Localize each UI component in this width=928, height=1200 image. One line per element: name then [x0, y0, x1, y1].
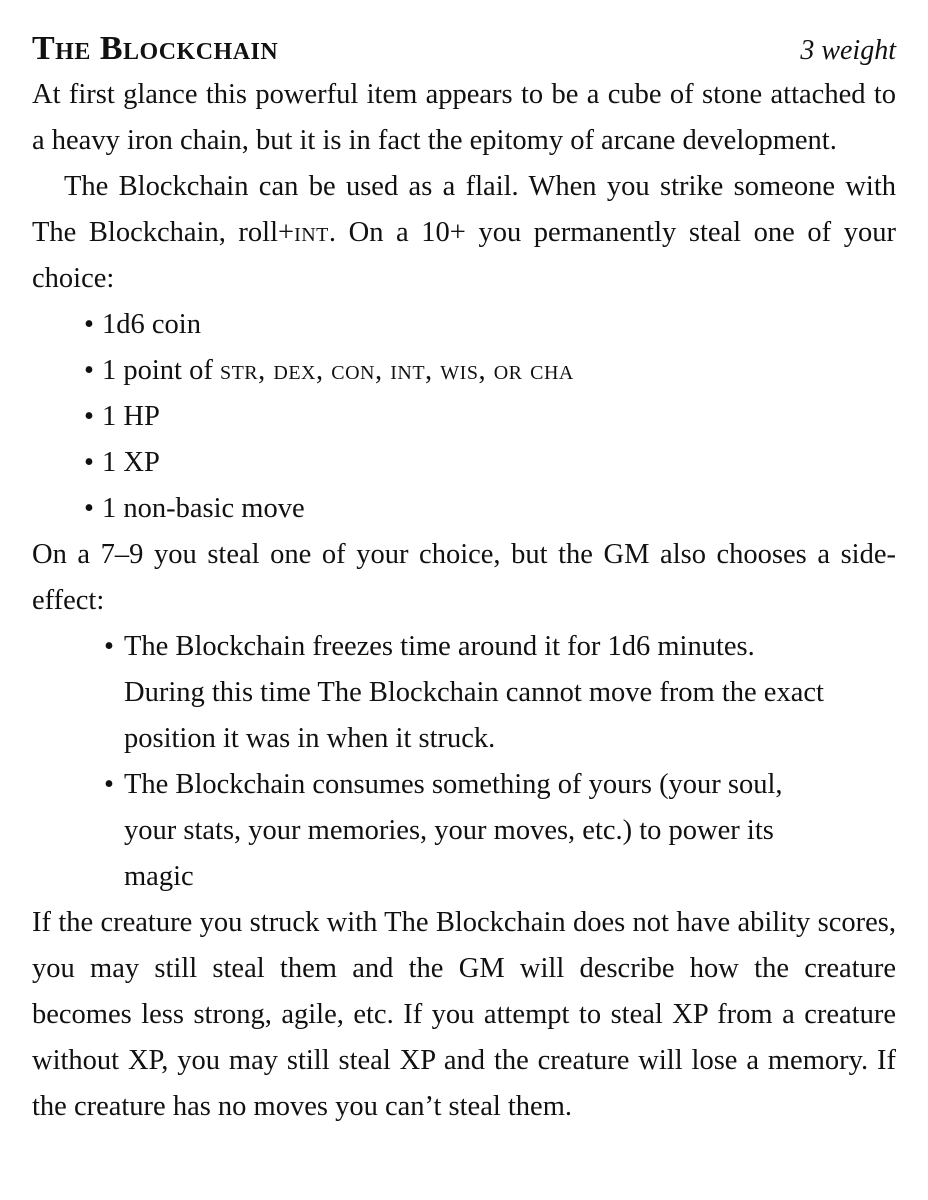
choice-stat-prefix: 1 point of — [102, 355, 220, 386]
choice-move: • 1 non-basic move — [102, 486, 896, 532]
strike-text-2: . On a 10+ you permanently steal one of your choice: — [32, 217, 896, 294]
strike-stat: int — [294, 217, 329, 248]
side-effect-list — [32, 624, 824, 900]
intro-paragraph: At first glance this powerful item appears to be a cube of stone attached to a heavy iron chain, but it is in fact the epitomy of arcane development. — [32, 79, 896, 156]
strike-paragraph — [32, 164, 896, 302]
item-description — [32, 72, 896, 1130]
choice-stat-point — [102, 348, 896, 394]
side-effect-freeze: • The Blockchain freezes time around it for 1d6 minutes. During this time The Blockchain cannot move from the exact position it was in when it struck. — [124, 624, 824, 762]
closing-paragraph: If the creature you struck with The Blockchain does not have ability scores, you may still steal them and the GM will describe how the creature becomes less strong, agile, etc. If you attempt to steal XP from a creature without XP, you may still steal XP and the creature will lose a memory. If the creature has no moves you can’t steal them. — [32, 907, 896, 1122]
choice-xp: • 1 XP — [102, 440, 896, 486]
item-title: The Blockchain — [32, 30, 279, 67]
partial-paragraph: On a 7–9 you steal one of your choice, but the GM also chooses a side-effect: — [32, 539, 896, 616]
choice-coin: • 1d6 coin — [102, 302, 896, 348]
item-weight: 3 weight — [800, 35, 896, 66]
choice-hp: • 1 HP — [102, 394, 896, 440]
strike-text-1: The Blockchain can be used as a flail. When you strike someone with The Blockchain, roll+ — [32, 171, 896, 248]
side-effect-consume: • The Blockchain consumes something of yours (your soul, your stats, your memories, your moves, etc.) to power its magic — [124, 762, 824, 900]
choice-stat-names: str, dex, con, int, wis, or cha — [219, 355, 574, 386]
choice-list — [32, 302, 896, 532]
item-header — [32, 30, 896, 72]
